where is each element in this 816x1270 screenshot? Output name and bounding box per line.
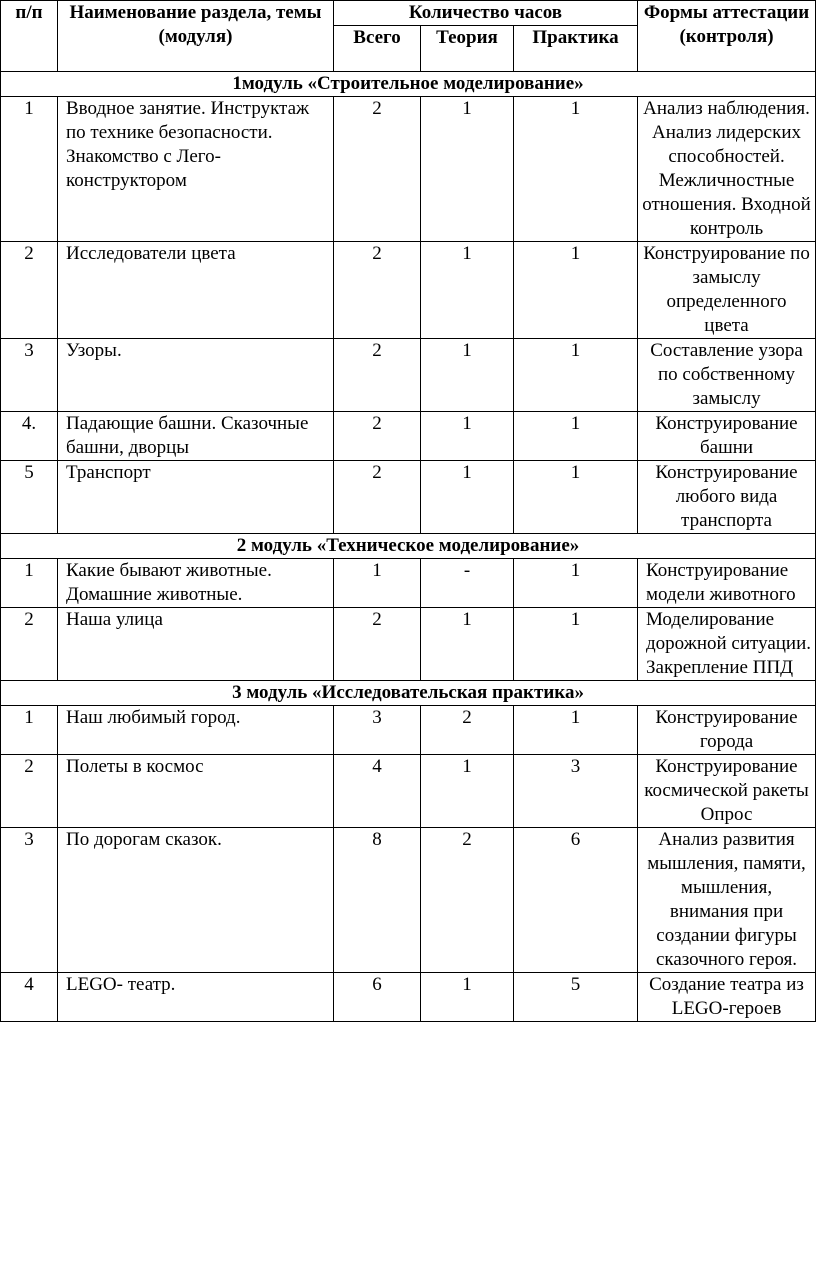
- hours-total: 2: [334, 412, 421, 461]
- topic-name: Полеты в космос: [58, 755, 334, 828]
- topic-name: Падающие башни. Сказочные башни, дворцы: [58, 412, 334, 461]
- hours-theory: -: [421, 559, 514, 608]
- table-row: [1, 973, 816, 1022]
- table-row: [1, 706, 816, 755]
- module-row: [1, 72, 816, 97]
- assessment-form: Составление узора по собственному замыслу: [638, 339, 816, 412]
- table-row: [1, 97, 816, 242]
- hours-theory: 1: [421, 97, 514, 242]
- hours-theory: 1: [421, 755, 514, 828]
- table-row: [1, 242, 816, 339]
- assessment-form: Конструирование башни: [638, 412, 816, 461]
- hours-total: 2: [334, 97, 421, 242]
- assessment-form: Создание театра из LEGO-героев: [638, 973, 816, 1022]
- hours-total: 2: [334, 461, 421, 534]
- hours-practice: 1: [514, 608, 638, 681]
- assessment-form: Конструирование космической ракеты Опрос: [638, 755, 816, 828]
- col-header-name: Наименование раздела, темы (модуля): [58, 1, 334, 72]
- hours-practice: 1: [514, 461, 638, 534]
- hours-practice: 6: [514, 828, 638, 973]
- topic-name: Наш любимый город.: [58, 706, 334, 755]
- assessment-form: Конструирование любого вида транспорта: [638, 461, 816, 534]
- assessment-form: Анализ развития мышления, памяти, мышления, внимания при создании фигуры сказочного героя.: [638, 828, 816, 973]
- assessment-form: Анализ наблюдения. Анализ лидерских способностей. Межличностные отношения. Входной контроль: [638, 97, 816, 242]
- topic-name: Вводное занятие. Инструктаж по технике безопасности. Знакомство с Лего-конструктором: [58, 97, 334, 242]
- table-row: [1, 412, 816, 461]
- col-header-hours: Количество часов: [334, 1, 638, 26]
- row-number: 5: [1, 461, 58, 534]
- hours-total: 2: [334, 339, 421, 412]
- col-header-forms: Формы аттестации (контроля): [638, 1, 816, 72]
- topic-name: Какие бывают животные. Домашние животные.: [58, 559, 334, 608]
- hours-practice: 1: [514, 412, 638, 461]
- col-header-theory: Теория: [421, 26, 514, 72]
- col-header-total: Всего: [334, 26, 421, 72]
- module-row: [1, 534, 816, 559]
- hours-practice: 3: [514, 755, 638, 828]
- row-number: 1: [1, 97, 58, 242]
- header-row: [1, 1, 816, 26]
- hours-theory: 1: [421, 608, 514, 681]
- topic-name: Узоры.: [58, 339, 334, 412]
- row-number: 2: [1, 608, 58, 681]
- table-row: [1, 755, 816, 828]
- topic-name: Исследователи цвета: [58, 242, 334, 339]
- hours-total: 6: [334, 973, 421, 1022]
- hours-practice: 1: [514, 706, 638, 755]
- hours-total: 8: [334, 828, 421, 973]
- table-row: [1, 828, 816, 973]
- table-row: [1, 559, 816, 608]
- hours-practice: 1: [514, 559, 638, 608]
- hours-theory: 1: [421, 339, 514, 412]
- topic-name: Наша улица: [58, 608, 334, 681]
- hours-total: 4: [334, 755, 421, 828]
- topic-name: Транспорт: [58, 461, 334, 534]
- row-number: 2: [1, 755, 58, 828]
- hours-theory: 1: [421, 973, 514, 1022]
- row-number: 1: [1, 706, 58, 755]
- module-title: 2 модуль «Техническое моделирование»: [1, 534, 816, 559]
- row-number: 4: [1, 973, 58, 1022]
- assessment-form: Конструирование города: [638, 706, 816, 755]
- hours-total: 3: [334, 706, 421, 755]
- module-title: 3 модуль «Исследовательская практика»: [1, 681, 816, 706]
- hours-practice: 5: [514, 973, 638, 1022]
- row-number: 3: [1, 828, 58, 973]
- table-row: [1, 461, 816, 534]
- hours-practice: 1: [514, 97, 638, 242]
- col-header-num: п/п: [1, 1, 58, 72]
- table-row: [1, 339, 816, 412]
- hours-total: 2: [334, 242, 421, 339]
- topic-name: По дорогам сказок.: [58, 828, 334, 973]
- col-header-practice: Практика: [514, 26, 638, 72]
- assessment-form: Моделирование дорожной ситуации. Закрепление ППД: [638, 608, 816, 681]
- hours-total: 2: [334, 608, 421, 681]
- hours-practice: 1: [514, 339, 638, 412]
- module-row: [1, 681, 816, 706]
- hours-practice: 1: [514, 242, 638, 339]
- table-row: [1, 608, 816, 681]
- row-number: 1: [1, 559, 58, 608]
- hours-theory: 1: [421, 242, 514, 339]
- row-number: 2: [1, 242, 58, 339]
- hours-theory: 1: [421, 412, 514, 461]
- hours-total: 1: [334, 559, 421, 608]
- row-number: 3: [1, 339, 58, 412]
- topic-name: LEGO- театр.: [58, 973, 334, 1022]
- assessment-form: Конструирование модели животного: [638, 559, 816, 608]
- assessment-form: Конструирование по замыслу определенного цвета: [638, 242, 816, 339]
- row-number: 4.: [1, 412, 58, 461]
- module-title: 1модуль «Строительное моделирование»: [1, 72, 816, 97]
- hours-theory: 1: [421, 461, 514, 534]
- hours-theory: 2: [421, 706, 514, 755]
- hours-theory: 2: [421, 828, 514, 973]
